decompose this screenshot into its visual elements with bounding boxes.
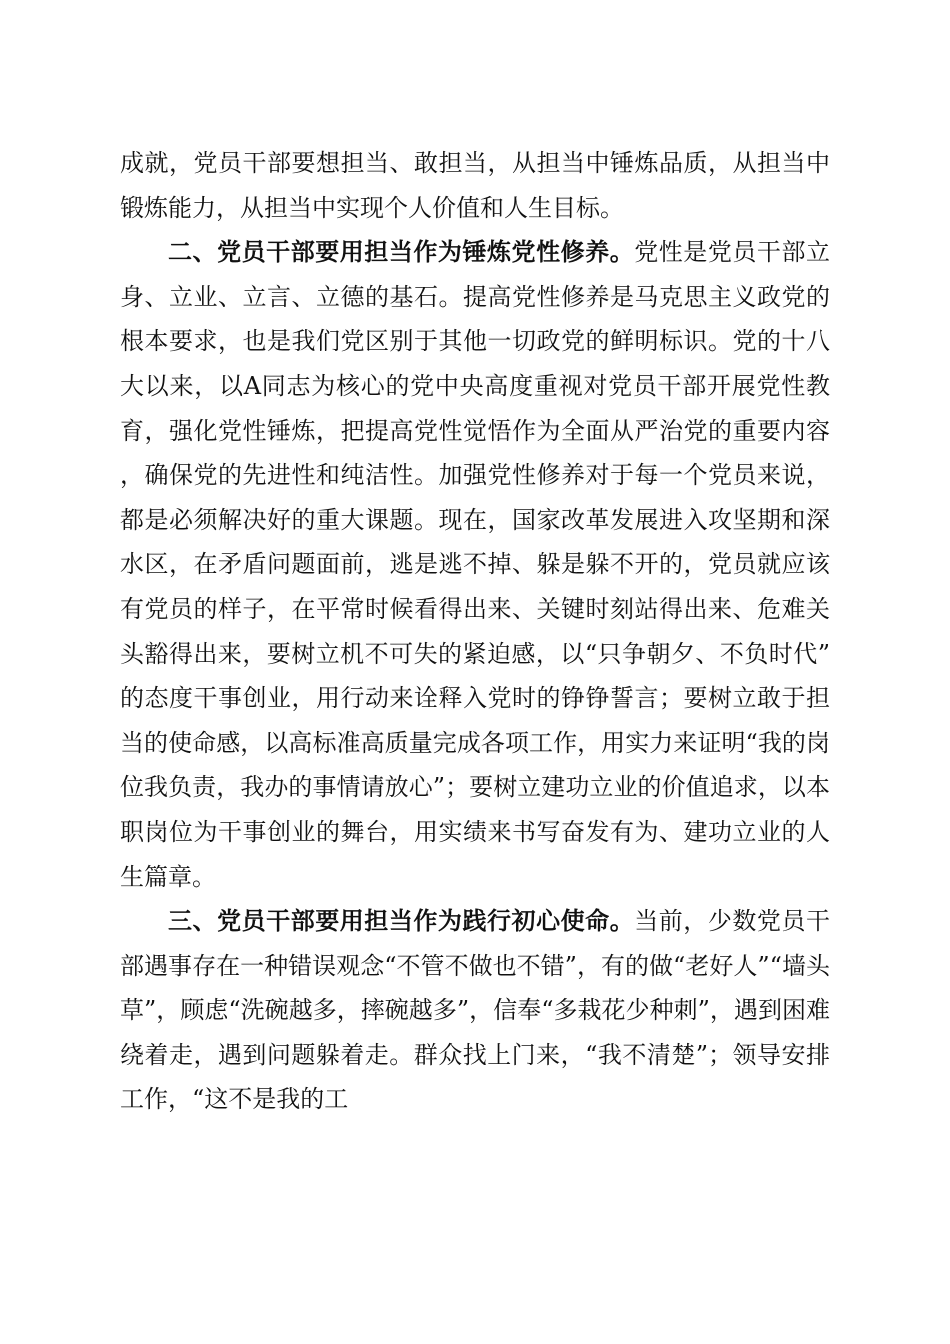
document-body [120, 141, 830, 1122]
paragraph-text: 当前，少数党员干部遇事存在一种错误观念“不管不做也不错”，有的做“老好人”“墙头草”，顾虑“洗碗越多，摔碗越多”，信奉“多栽花少种刺”，遇到困难绕着走，遇到问题躲着走。群众找上门来，“我不清楚”；领导安排工作，“这不是我的工 [120, 907, 831, 1114]
paragraph-continuation [120, 141, 830, 230]
paragraph-text: 党性是党员干部立身、立业、立言、立德的基石。提高党性修养是马克思主义政党的根本要求，也是我们党区别于其他一切政党的鲜明标识。党的十八大以来，以A同志为核心的党中央高度重视对党员干部开展党性教育，强化党性锤炼，把提高党性觉悟作为全面从严治党的重要内容，确保党的先进性和纯洁性。加强党性修养对于每一个党员来说，都是必须解决好的重大课题。现在，国家改革发展进入攻坚期和深水区，在矛盾问题面前，逃是逃不掉、躲是躲不开的，党员就应该有党员的样子，在平常时候看得出来、关键时刻站得出来、危难关头豁得出来，要树立机不可失的紧迫感，以“只争朝夕、不负时代”的态度干事创业，用行动来诠释入党时的铮铮誓言；要树立敢于担当的使命感，以高标准高质量完成各项工作，用实力来证明“我的岗位我负责，我办的事情请放心”；要树立建功立业的价值追求，以本职岗位为干事创业的舞台，用实绩来书写奋发有为、建功立业的人生篇章。 [120, 238, 831, 891]
section-heading: 三、党员干部要用担当作为践行初心使命。 [168, 907, 635, 936]
paragraph-text: 成就，党员干部要想担当、敢担当，从担当中锤炼品质，从担当中锻炼能力，从担当中实现个人价值和人生目标。 [120, 149, 830, 222]
section-heading: 二、党员干部要用担当作为锤炼党性修养。 [168, 238, 635, 267]
paragraph-original-mission [120, 899, 830, 1122]
paragraph-party-spirit [120, 230, 830, 899]
